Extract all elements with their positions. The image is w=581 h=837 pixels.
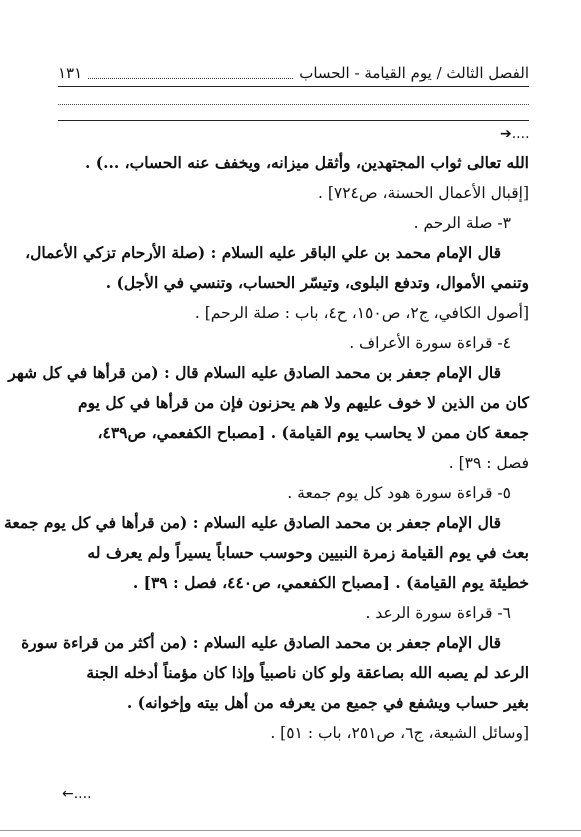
section-heading: ٣- صلة الرحم . xyxy=(413,214,511,232)
hadith-line: الرعد لم يصبه الله بصاعقة ولو كان ناصبياً وإذا كان مؤمناً أدخله الجنة xyxy=(86,663,529,682)
hadith-line: بعث في يوم القيامة زمرة النبيين وحوسب حساباً يسيراً ولم يعرف له xyxy=(87,543,529,562)
page-body xyxy=(4,148,529,748)
header-rule-2 xyxy=(58,120,529,121)
text-line: الله تعالى ثواب المجتهدين، وأثقل ميزانه، ويخفف عنه الحساب، ...) . xyxy=(84,153,529,172)
hadith-line: قال الإمام محمد بن علي الباقر عليه السلام : (صلة الأرحام تزكي الأعمال، xyxy=(25,243,501,262)
section-heading: ٤- قراءة سورة الأعراف . xyxy=(349,334,511,352)
hadith-line: قال الإمام جعفر بن محمد الصادق عليه السلام : (من أكثر من قراءة سورة xyxy=(21,633,501,652)
section-heading: ٦- قراءة سورة الرعد . xyxy=(365,604,511,622)
header-rule xyxy=(58,86,529,87)
hadith-line: قال الإمام جعفر بن محمد الصادق عليه السلام : (من قرأها في كل يوم جمعة xyxy=(4,513,501,532)
hadith-line: خطيئة يوم القيامة) . [مصباح الكفعمي، ص٤٤٠، فصل : ٣٩] . xyxy=(132,573,529,592)
page-number: ١٣١ xyxy=(58,64,83,82)
hadith-line: كان من الذين لا خوف عليهم ولا هم يحزنون فإن من قرأها في كل يوم xyxy=(78,393,529,412)
citation-line: فصل : ٣٩] . xyxy=(448,454,529,472)
section-heading: ٥- قراءة سورة هود كل يوم جمعة . xyxy=(287,484,511,502)
chapter-title: الفصل الثالث / يوم القيامة - الحساب xyxy=(299,64,529,82)
hadith-line: قال الإمام جعفر بن محمد الصادق عليه السلام قال : (من قرأها في كل شهر xyxy=(8,363,501,382)
hadith-line: بغير حساب ويشفع في جميع من يعرفه من أهل بيته وإخوانه) . xyxy=(126,693,529,712)
dotted-rule-1 xyxy=(58,104,529,105)
citation-line: [وسائل الشيعة، ج٦، ص٢٥١، باب : ٥١] . xyxy=(270,724,529,742)
hadith-line: جمعة كان ممن لا يحاسب يوم القيامة) . [مصباح الكفعمي، ص٤٣٩، xyxy=(97,423,529,442)
page-bottom-edge xyxy=(0,830,581,831)
citation-line: [إقبال الأعمال الحسنة، ص٧٢٤] . xyxy=(317,184,529,202)
citation-line: [أصول الكافي، ج٢، ص١٥٠، ح٤، باب : صلة الرحم] . xyxy=(194,304,529,322)
hadith-line: وتنمي الأموال، وتدفع البلوى، وتيسّر الحساب، وتنسي في الأجل) . xyxy=(105,273,529,292)
header-leader-dots xyxy=(88,68,293,79)
continuation-arrow-top: ➔.... xyxy=(500,126,530,142)
running-header xyxy=(58,62,529,84)
continuation-arrow-bottom: ←.... xyxy=(62,786,92,802)
